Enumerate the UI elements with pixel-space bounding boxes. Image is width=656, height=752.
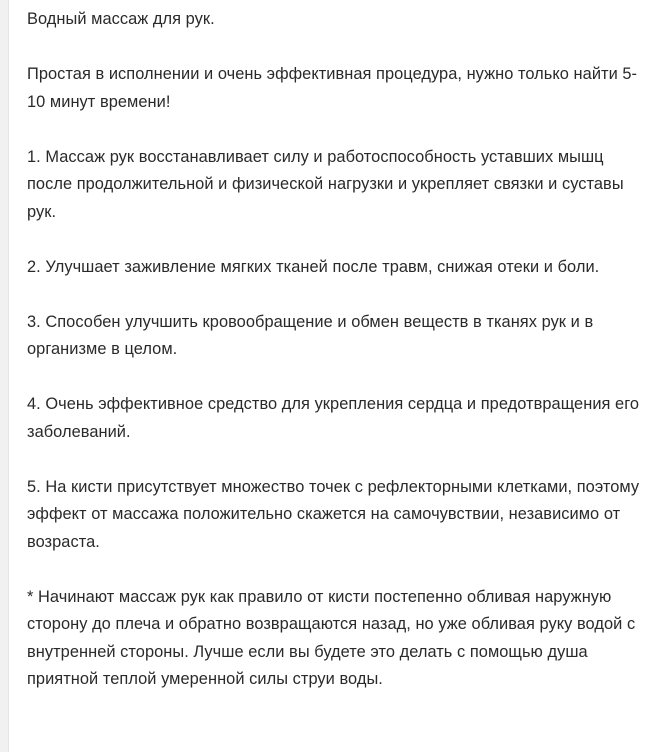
list-item-4: 4. Очень эффективное средство для укрепления сердца и предотвращения его заболеваний.: [27, 395, 640, 441]
post-text: [27, 6, 649, 694]
list-item-1: 1. Массаж рук восстанавливает силу и работоспособность уставших мышц после продолжительной и физической нагрузки и укрепляет связки и суставы рук.: [27, 147, 624, 221]
left-border: [0, 0, 9, 752]
post-intro: Простая в исполнении и очень эффективная процедура, нужно только найти 5-10 минут времени!: [27, 65, 638, 111]
post-note: * Начинают массаж рук как правило от кисти постепенно обливая наружную сторону до плеча и обратно возвращаются назад, но уже обливая руку водой с внутренней стороны. Лучше если вы будете это делать с помощью душа приятной теплой умеренной силы струи воды.: [27, 587, 636, 688]
list-item-5: 5. На кисти присутствует множество точек с рефлекторными клетками, поэтому эффект от массажа положительно скажется на самочувствии, независимо от возраста.: [27, 477, 640, 551]
list-item-2: 2. Улучшает заживление мягких тканей после травм, снижая отеки и боли.: [27, 257, 600, 276]
post-title: Водный массаж для рук.: [27, 10, 215, 28]
list-item-3: 3. Способен улучшить кровообращение и обмен веществ в тканях рук и в организме в целом.: [27, 312, 594, 358]
